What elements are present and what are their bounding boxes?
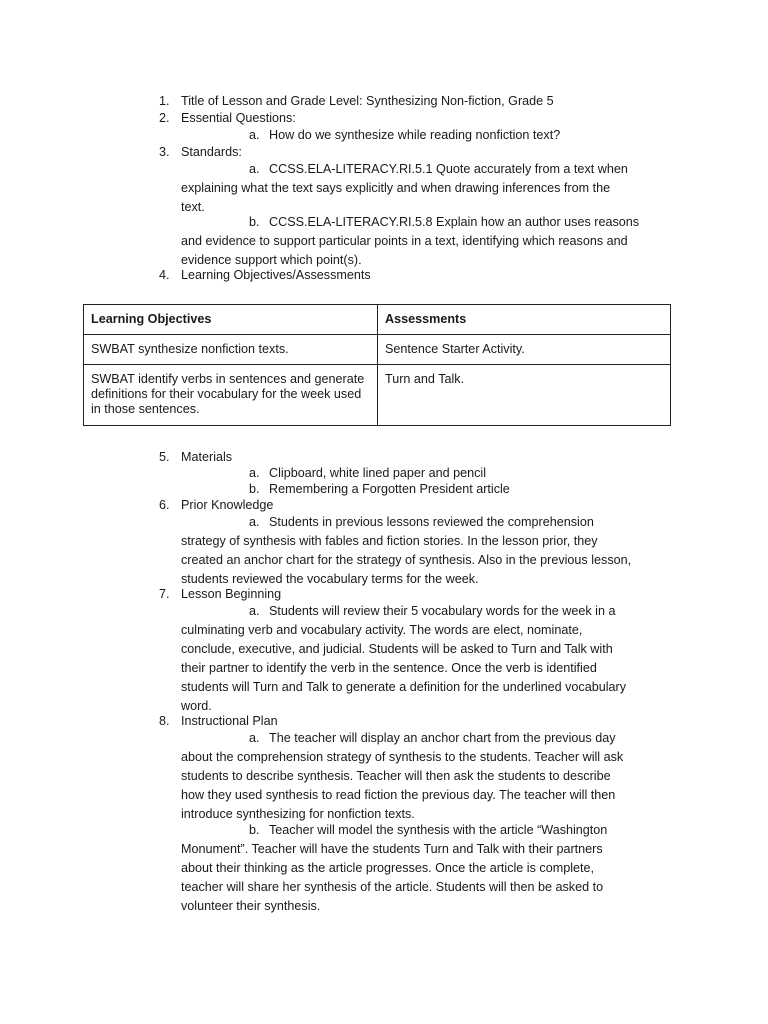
sub-text: How do we synthesize while reading nonfiction text?: [269, 128, 561, 142]
material-b: [181, 481, 679, 498]
sub-text: students will Turn and Talk to generate a definition for the underlined vocabulary: [181, 680, 627, 694]
sub-text: conclude, executive, and judicial. Students will be asked to Turn and Talk with: [181, 642, 613, 656]
sub-text: word.: [181, 699, 212, 713]
sub-text: created an anchor chart for the strategy of synthesis. Also in the previous lesson,: [181, 553, 632, 567]
section-heading: Instructional Plan: [181, 714, 278, 728]
sub-label: a.: [249, 604, 260, 618]
objectives-table: [83, 304, 671, 426]
table-cell: SWBAT identify verbs in sentences and generate definitions for their vocabulary for the week used in those sentences.: [84, 365, 378, 426]
sub-text: CCSS.ELA-LITERACY.RI.5.1 Quote accurately from a text when: [269, 162, 628, 176]
instructional-plan-b: [181, 822, 679, 915]
sub-text: volunteer their synthesis.: [181, 899, 321, 913]
sub-text: their partner to identify the verb in the sentence. Once the verb is identified: [181, 661, 597, 675]
list-number: 4.: [159, 268, 170, 282]
essential-question-a: [181, 127, 679, 144]
sub-text: Clipboard, white lined paper and pencil: [269, 466, 487, 480]
lesson-beginning-a: [181, 603, 679, 715]
sub-text: Monument”. Teacher will have the students Turn and Talk with their partners: [181, 842, 603, 856]
sub-label: a.: [249, 466, 260, 480]
standard-b: [181, 214, 679, 269]
sub-text: CCSS.ELA-LITERACY.RI.5.8 Explain how an author uses reasons: [269, 215, 640, 229]
sub-text: explaining what the text says explicitly and when drawing inferences from the: [181, 181, 611, 195]
standard-a: [181, 161, 679, 216]
list-number: 8.: [159, 714, 170, 728]
sub-text: teacher will share her synthesis of the article. Students will then be asked to: [181, 880, 604, 894]
sub-text: Remembering a Forgotten President article: [269, 482, 510, 496]
list-number: 7.: [159, 587, 170, 601]
sub-text: how they used synthesis to read fiction the previous day. The teacher will then: [181, 788, 616, 802]
table-cell: SWBAT synthesize nonfiction texts.: [84, 335, 378, 365]
list-number: 1.: [159, 94, 170, 108]
sub-label: a.: [249, 731, 260, 745]
section-heading: Prior Knowledge: [181, 498, 274, 512]
sub-text: culminating verb and vocabulary activity. The words are elect, nominate,: [181, 623, 583, 637]
sub-label: b.: [249, 482, 260, 496]
sub-text: Teacher will model the synthesis with the article “Washington: [269, 823, 608, 837]
section-heading: Standards:: [181, 145, 242, 159]
section-heading: Lesson Beginning: [181, 587, 282, 601]
sub-text: about the comprehension strategy of synthesis to the students. Teacher will ask: [181, 750, 624, 764]
sub-text: introduce synthesizing for nonfiction texts.: [181, 807, 415, 821]
sub-text: evidence support which point(s).: [181, 253, 362, 267]
section-heading: Materials: [181, 450, 233, 464]
sub-text: text.: [181, 200, 205, 214]
table-cell: Turn and Talk.: [378, 365, 671, 426]
table-row: [84, 365, 671, 426]
sub-text: The teacher will display an anchor chart from the previous day: [269, 731, 616, 745]
section-heading: Title of Lesson and Grade Level: Synthesizing Non-fiction, Grade 5: [181, 94, 554, 108]
table-cell: Sentence Starter Activity.: [378, 335, 671, 365]
sub-text: students to describe synthesis. Teacher will then ask the students to describe: [181, 769, 611, 783]
sub-text: Students in previous lessons reviewed the comprehension: [269, 515, 594, 529]
table-header-row: [84, 305, 671, 335]
list-number: 2.: [159, 111, 170, 125]
sub-text: strategy of synthesis with fables and fiction stories. In the lesson prior, they: [181, 534, 598, 548]
section-heading: Learning Objectives/Assessments: [181, 268, 371, 282]
sub-label: b.: [249, 823, 260, 837]
prior-knowledge-a: [181, 514, 679, 588]
list-number: 6.: [159, 498, 170, 512]
table-row: [84, 335, 671, 365]
sub-text: and evidence to support particular points in a text, identifying which reasons and: [181, 234, 628, 248]
section-heading: Essential Questions:: [181, 111, 296, 125]
material-a: [181, 465, 679, 482]
sub-text: Students will review their 5 vocabulary words for the week in a: [269, 604, 616, 618]
sub-label: b.: [249, 215, 260, 229]
instructional-plan-a: [181, 730, 679, 823]
table-header-objectives: Learning Objectives: [84, 305, 378, 335]
list-number: 5.: [159, 450, 170, 464]
sub-label: a.: [249, 162, 260, 176]
sub-label: a.: [249, 515, 260, 529]
sub-label: a.: [249, 128, 260, 142]
list-number: 3.: [159, 145, 170, 159]
sub-text: about their thinking as the article progresses. Once the article is complete,: [181, 861, 595, 875]
sub-text: students reviewed the vocabulary terms for the week.: [181, 572, 479, 586]
table-header-assessments: Assessments: [378, 305, 671, 335]
